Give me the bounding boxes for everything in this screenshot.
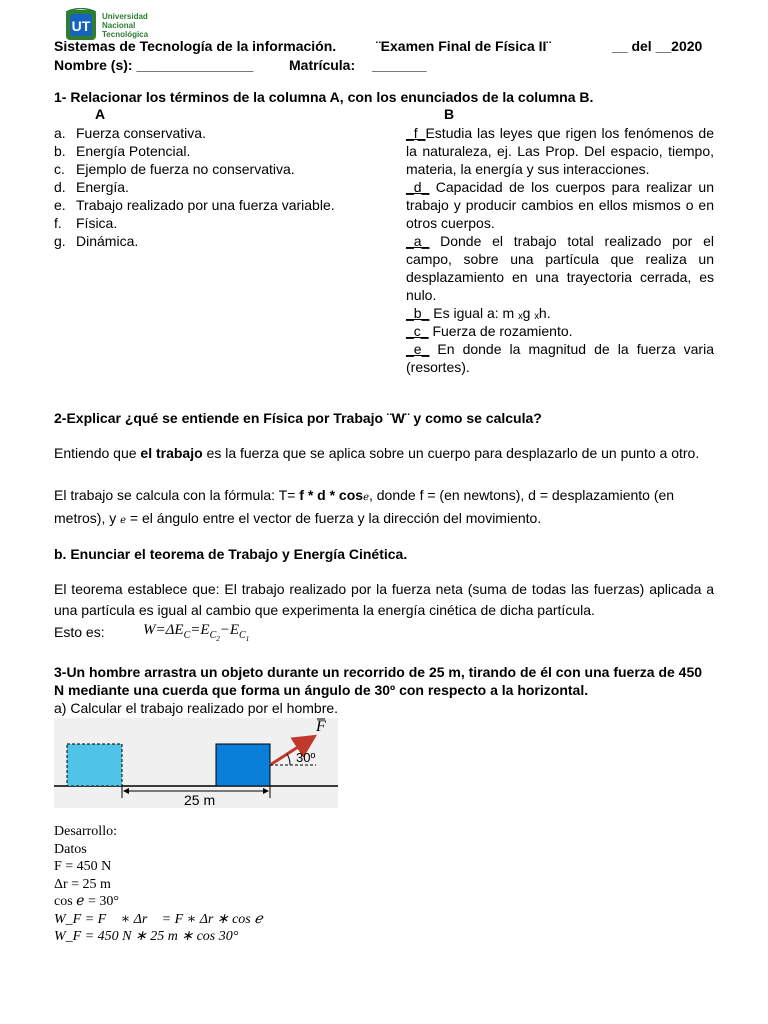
drag-diagram <box>54 718 338 808</box>
header-course: Sistemas de Tecnología de la información. <box>54 38 337 54</box>
solution-data-label: Datos <box>54 841 87 857</box>
q1-column-b <box>406 124 714 376</box>
solution-block <box>54 823 263 946</box>
q1-col-b-head: B <box>444 106 455 122</box>
q3-title: 3-Un hombre arrastra un objeto durante un recorrido de 25 m, tirando de él con una fuerza de 450 N mediante una cuerda que forma un ángulo de 30º con respecto a la horizontal. <box>54 664 703 698</box>
col-b-answer[interactable]: _a_ <box>406 233 430 249</box>
col-b-answer[interactable]: _f_ <box>406 125 426 141</box>
col-b-item: _a_ Donde el trabajo total realizado por el campo, sobre una partícula que realiza un desplazamiento en una trayectoria cerrada, es nulo. <box>406 233 714 303</box>
q2b-paragraph: El teorema establece que: El trabajo realizado por la fuerza neta (suma de todas las fuerzas) aplicada a una partícula es igual al cambio que experimenta la energía cinética de dicha partícula. <box>54 581 714 618</box>
header-name-field[interactable]: Nombre (s): _______________ <box>54 57 254 73</box>
logo-text <box>102 12 148 39</box>
angle-label: 30º <box>296 750 316 765</box>
col-b-item: _b_ Es igual a: m ₓg ₓh. <box>406 305 551 321</box>
angle-arc <box>287 754 290 765</box>
solution-angle: cos ℯ = 30° <box>54 894 119 909</box>
logo-line-1: Universidad <box>102 12 148 21</box>
logo-line-2: Nacional <box>102 21 136 30</box>
solution-force: F = 450 N <box>54 859 112 874</box>
header-matricula-field[interactable]: _______ <box>372 57 427 73</box>
col-a-item: d. Energía. <box>54 179 129 195</box>
col-a-item: c. Ejemplo de fuerza no conservativa. <box>54 161 295 177</box>
q2b-title: b. Enunciar el teorema de Trabajo y Energía Cinética. <box>54 546 408 562</box>
solution-work-formula: W_F = F⃗ ∗ Δr⃗ = F ∗ Δr ∗ cos ℯ <box>54 911 263 927</box>
col-b-answer[interactable]: _d_ <box>406 179 430 195</box>
col-a-item: e. Trabajo realizado por una fuerza variable. <box>54 197 335 213</box>
solution-work-substitution: W_F = 450 N ∗ 25 m ∗ cos 30° <box>54 929 239 944</box>
work-energy-formula: $W=\Delta E_C=E_{C_2}-E_{C_1}$ <box>143 622 250 643</box>
initial-box <box>67 744 122 786</box>
col-b-answer[interactable]: _b_ <box>406 305 430 321</box>
header-exam-title: ¨Examen Final de Física II¨ <box>376 38 552 54</box>
q2-paragraph-2: El trabajo se calcula con la fórmula: T= f * d * cosℯ, donde f = (en newtons), d = desplazamiento (en metros), y ℯ = el ángulo entre el vector de fuerza y la dirección del movimiento. <box>54 487 675 526</box>
header-date: __ del __2020 <box>612 38 703 54</box>
distance-label: 25 m <box>184 792 216 808</box>
final-box <box>216 744 270 786</box>
svg-text:UT: UT <box>71 18 91 34</box>
col-a-item: g. Dinámica. <box>54 233 139 249</box>
col-a-item: f. Física. <box>54 215 118 231</box>
force-label: F <box>316 718 326 735</box>
physics-figure <box>54 718 338 808</box>
col-b-item: _f_Estudia las leyes que rigen los fenómenos de la naturaleza, ej. Las Prop. Del espacio, tiempo, materia, la energía y sus interacciones. <box>406 125 714 177</box>
col-b-item: _d_ Capacidad de los cuerpos para realizar un trabajo y producir cambios en ellos mismos o en otros cuerpos. <box>406 179 714 231</box>
q2-paragraph-1: Entiendo que el trabajo es la fuerza que se aplica sobre un cuerpo para desplazarlo de un punto a otro. <box>54 445 700 461</box>
logo-line-3: Tecnológica <box>102 30 149 39</box>
q2-title: 2-Explicar ¿qué se entiende en Física por Trabajo ¨W¨ y como se calcula? <box>54 410 542 426</box>
col-a-item: a. Fuerza conservativa. <box>54 125 206 141</box>
q1-title: 1- Relacionar los términos de la columna A, con los enunciados de la columna B. <box>54 89 594 105</box>
q1-column-a <box>54 124 335 250</box>
q2b-esto-label: Esto es: <box>54 624 105 640</box>
q1-col-a-head: A <box>95 106 106 122</box>
col-a-item: b. Energía Potencial. <box>54 143 191 159</box>
col-b-item: _c_ Fuerza de rozamiento. <box>406 323 573 339</box>
col-b-item: _e_ En donde la magnitud de la fuerza varia (resortes). <box>406 341 714 375</box>
q3-sub-a: a) Calcular el trabajo realizado por el hombre. <box>54 700 339 716</box>
col-b-answer[interactable]: _e_ <box>406 341 430 357</box>
header-matricula-label: Matrícula: <box>289 57 356 73</box>
solution-heading: Desarrollo: <box>54 824 117 839</box>
solution-displacement: Δr = 25 m <box>54 876 111 892</box>
col-b-answer[interactable]: _c_ <box>406 323 429 339</box>
